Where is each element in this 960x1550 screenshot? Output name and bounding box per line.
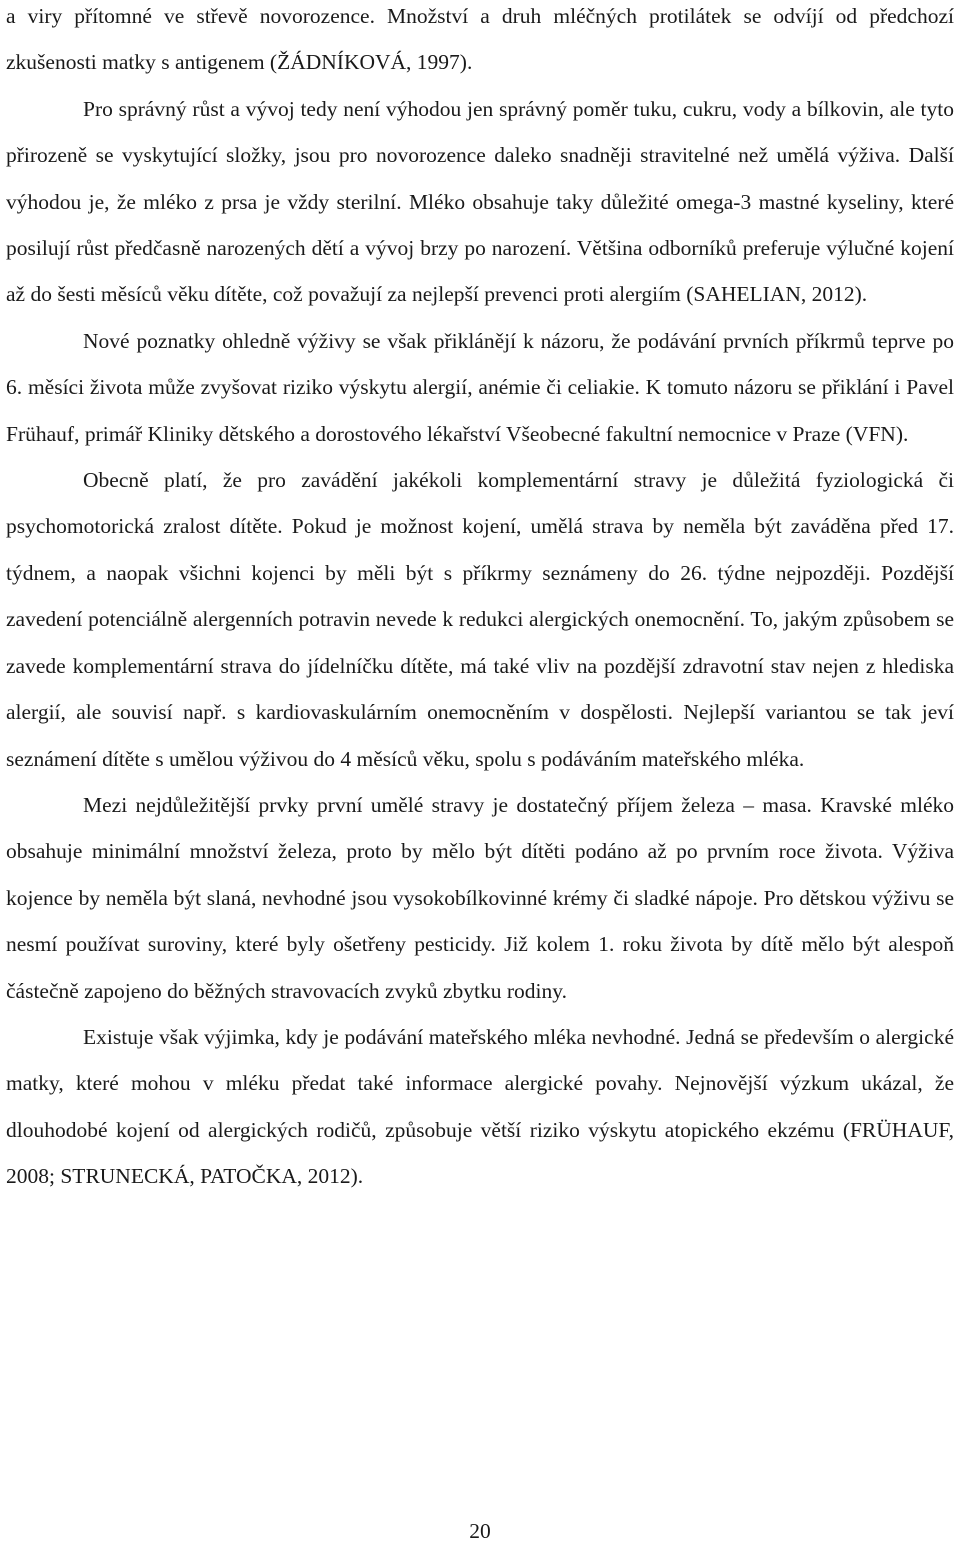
paragraph-1: a viry přítomné ve střevě novorozence. Množství a druh mléčných protilátek se odvíjí od předchozí zkušenosti matky s antigenem (ŽÁDNÍKOVÁ, 1997). [6,4,954,75]
paragraph-3: Nové poznatky ohledně výživy se však přiklánějí k názoru, že podávání prvních příkrmů teprve po 6. měsíci života může zvyšovat riziko výskytu alergií, anémie či celiakie. K tomuto názoru se přiklání i Pavel Frühauf, primář Kliniky dětského a dorostového lékařství Všeobecné fakultní nemocnice v Praze (VFN). [6,328,954,446]
page-number: 20 [469,1519,491,1543]
paragraph-4: Obecně platí, že pro zavádění jakékoli komplementární stravy je důležitá fyziologická či psychomotorická zralost dítěte. Pokud je možnost kojení, umělá strava by neměla být zaváděna před 17. týdnem, a naopak všichni kojenci by měli být s příkrmy seznámeny do 26. týdne nejpozději. Pozdější zavedení potenciálně alergenních potravin nevede k redukci alergických onemocnění. To, jakým způsobem se zavede komplementární strava do jídelníčku dítěte, má také vliv na pozdější zdravotní stav nejen z hlediska alergií, ale souvisí např. s kardiovaskulárním onemocněním v dospělosti. Nejlepší variantou se tak jeví seznámení dítěte s umělou výživou do 4 měsíců věku, spolu s podáváním mateřského mléka. [6,468,954,771]
paragraph-5: Mezi nejdůležitější prvky první umělé stravy je dostatečný příjem železa – masa. Kravské mléko obsahuje minimální množství železa, proto by mělo být dítěti podáno až po prvním roce života. Výživa kojence by neměla být slaná, nevhodné jsou vysokobílkovinné krémy či sladké nápoje. Pro dětskou výživu se nesmí používat suroviny, které byly ošetřeny pesticidy. Již kolem 1. roku života by dítě mělo být alespoň částečně zapojeno do běžných stravovacích zvyků zbytku rodiny. [6,792,954,1003]
document-body [6,0,954,1200]
paragraph-6: Existuje však výjimka, kdy je podávání mateřského mléka nevhodné. Jedná se především o alergické matky, které mohou v mléku předat také informace alergické povahy. Nejnovější výzkum ukázal, že dlouhodobé kojení od alergických rodičů, způsobuje větší riziko výskytu atopického ekzému (FRÜHAUF, 2008; STRUNECKÁ, PATOČKA, 2012). [6,1024,954,1189]
paragraph-2: Pro správný růst a vývoj tedy není výhodou jen správný poměr tuku, cukru, vody a bílkovin, ale tyto přirozeně se vyskytující složky, jsou pro novorozence daleko snadněji stravitelné než umělá výživa. Další výhodou je, že mléko z prsa je vždy sterilní. Mléko obsahuje taky důležité omega-3 mastné kyseliny, které posilují růst předčasně narozených dětí a vývoj brzy po narození. Většina odborníků preferuje výlučné kojení až do šesti měsíců věku dítěte, což považují za nejlepší prevenci proti alergiím (SAHELIAN, 2012). [6,96,954,307]
